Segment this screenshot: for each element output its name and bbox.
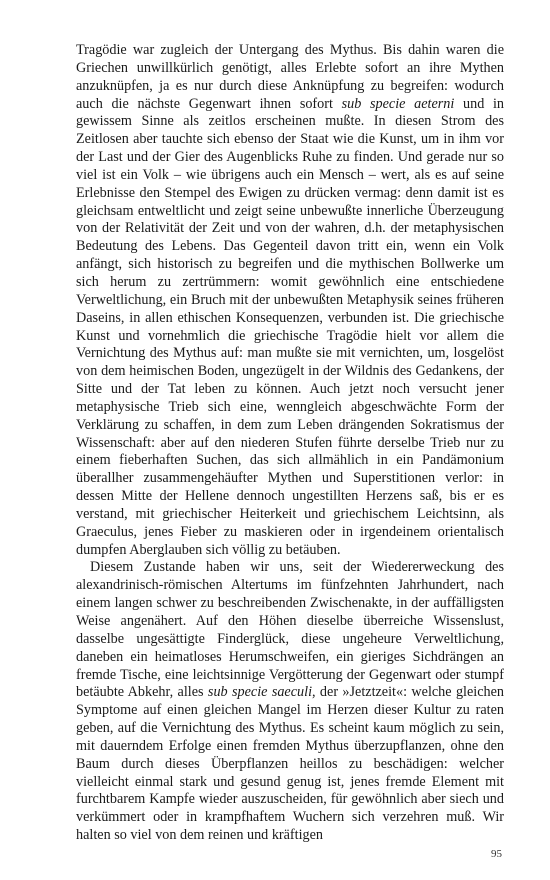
text-run: Diesem Zustande haben wir uns, seit der Wiedererweckung des alexandrinisch-römischen Altertums im fünfzehnten Jahrhundert, nach einem langen schwer zu beschreibenden Zwischenakte, in der auffälligsten Weise angenähert. Auf den Höhen dieselbe überreiche Wissenslust, dasselbe ungesättigte Finderglück, diese ungeheure Verweltlichung, daneben ein heimatloses Herumschweifen, ein gieriges Sichdrängen an fremde Tische, eine leichtsinnige Vergötterung der Gegenwart oder stumpf betäubte Abkehr, alles [76, 559, 504, 701]
paragraph [76, 42, 504, 559]
text-run: Tragödie war zugleich der Untergang des Mythus. Bis dahin waren die Griechen unwillkürlich genötigt, alles Erlebte sofort an ihre Mythen anzuknüpfen, ja es nur durch diese Anknüpfung zu begreifen: wodurch auch die nächste Gegenwart ihnen sofort [76, 42, 504, 112]
italic-phrase: sub specie aeterni [341, 95, 455, 112]
page-number: 95 [491, 848, 502, 860]
body-text [76, 42, 504, 845]
italic-phrase: sub specie saeculi [207, 684, 313, 701]
text-run: , der »Jetztzeit«: welche gleichen Symptome auf einen gleichen Mangel im Herzen dieser Kultur zu raten geben, auf die Vernichtung des Mythus. Es scheint kaum möglich zu sein, mit dauerndem Erfolge einen fremden Mythus überzupflanzen, ohne den Baum durch dieses Überpflanzen heillos zu beschädigen: welcher vielleicht einmal stark und gesund genug ist, jenes fremde Element mit furchtbarem Kampfe wieder auszuscheiden, für gewöhnlich aber siech und verkümmert oder in krampfhaftem Wuchern sich verzehren muß. Wir halten so viel von dem reinen und kräftigen [76, 684, 504, 844]
text-run: und in gewissem Sinne als zeitlos erscheinen mußte. In diesen Strom des Zeitlosen aber tauchte sich ebenso der Staat wie die Kunst, um in ihm vor der Last und der Gier des Augenblicks Ruhe zu finden. Und gerade nur so viel ist ein Volk – wie übrigens auch ein Mensch – wert, als es auf seine Erlebnisse den Stempel des Ewigen zu drücken vermag: denn damit ist es gleichsam entweltlicht und zeigt seine unbewußte innerliche Überzeugung von der Relativität der Zeit und von der wahren, d.h. der metaphysischen Bedeutung des Lebens. Das Gegenteil davon tritt ein, wenn ein Volk anfängt, sich historisch zu begreifen und die mythischen Bollwerke um sich herum zu zertrümmern: womit gewöhnlich eine entschiedene Verweltlichung, ein Bruch mit der unbewußten Metaphysik seines früheren Daseins, in allen ethischen Konsequenzen, verbunden ist. Die griechische Kunst und vornehmlich die griechische Tragödie hielt vor allem die Vernichtung des Mythus auf: man mußte sie mit vernichten, um, losgelöst von dem heimischen Boden, ungezügelt in der Wildnis des Gedankens, der Sitte und der Tat leben zu können. Auch jetzt noch versucht jener metaphysische Trieb sich eine, wenngleich abgeschwächte Form der Verklärung zu schaffen, in dem zum Leben drängenden Sokratismus der Wissenschaft: aber auf den niederen Stufen führte derselbe Trieb nur zu einem fieberhaften Suchen, das sich allmählich in ein Pandämonium überallher zusammengehäufter Mythen und Superstitionen verlor: in dessen Mitte der Hellene dennoch ungestillten Herzens saß, bis er es verstand, mit griechischer Heiterkeit und griechischem Leichtsinn, als Graeculus, jenes Fieber zu maskieren oder in irgendeinem orientalisch dumpfen Aberglauben sich völlig zu betäuben. [76, 95, 505, 558]
paragraph [76, 559, 504, 845]
